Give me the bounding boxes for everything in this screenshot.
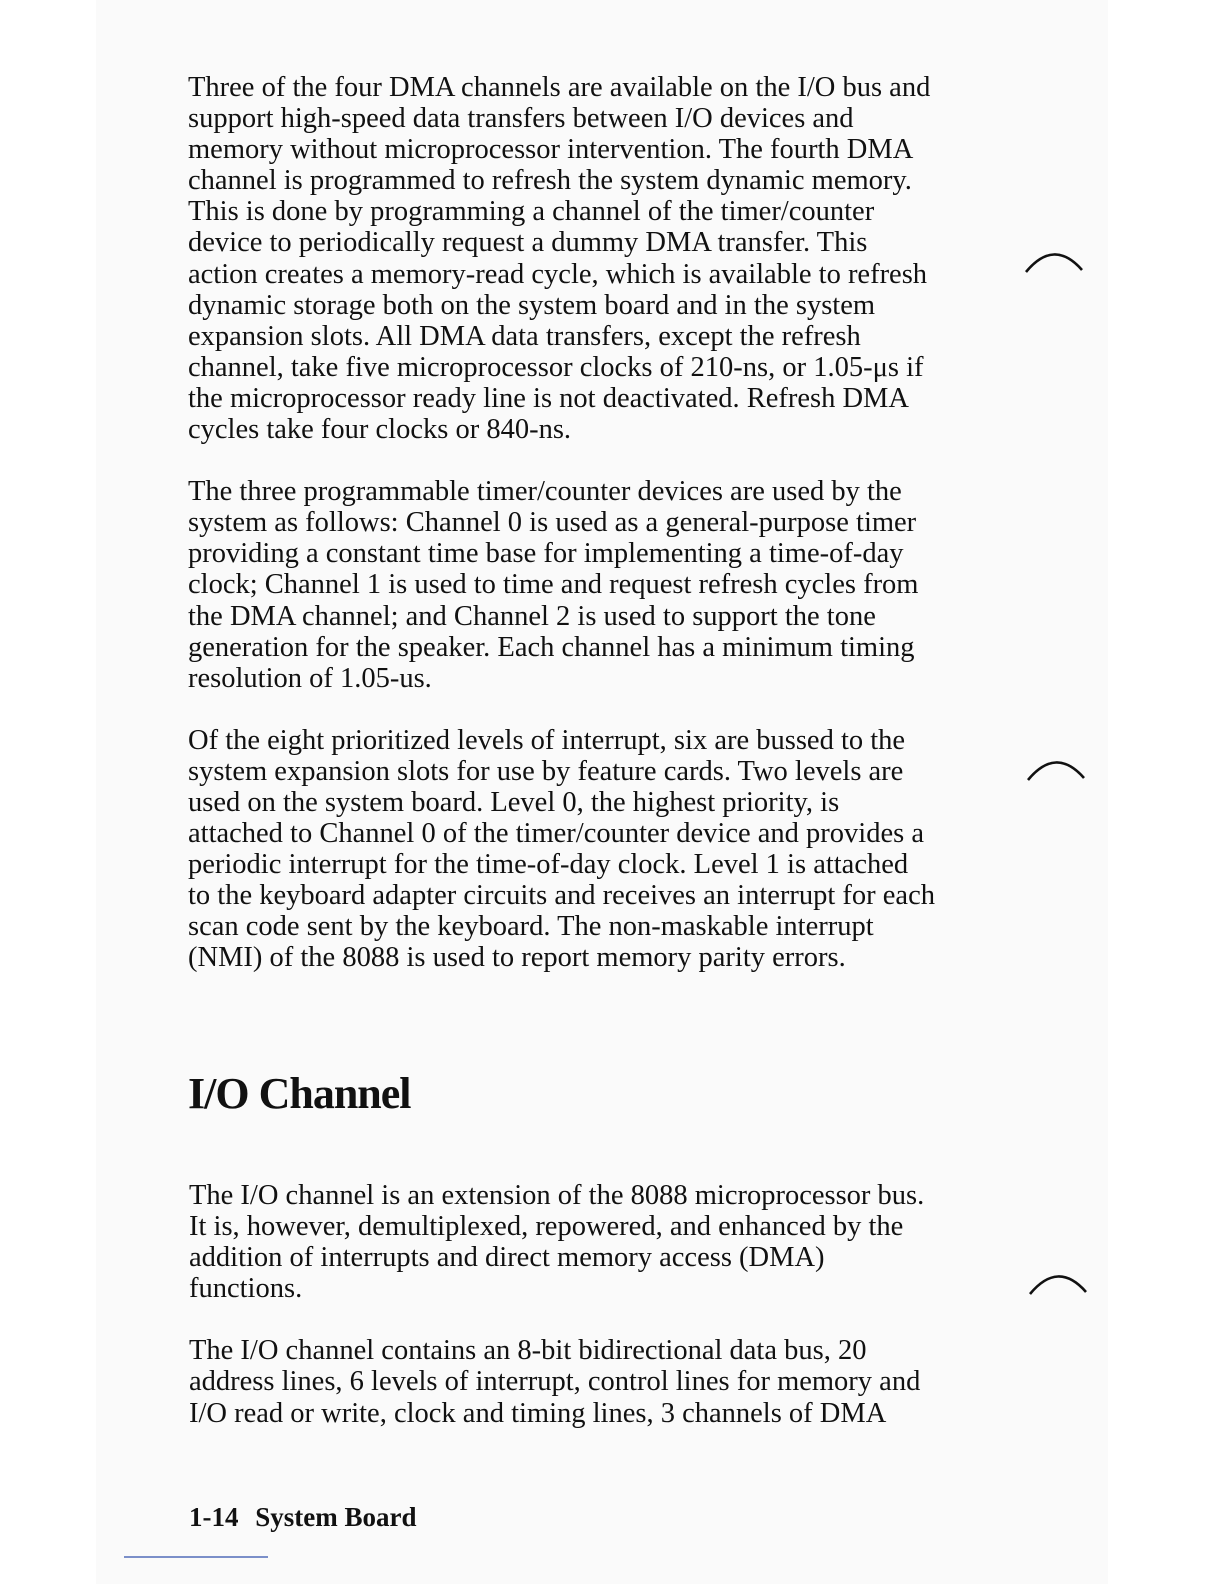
body-text-bottom (189, 1180, 1019, 1460)
section-heading: I/O Channel (188, 1069, 411, 1118)
binder-hole-arc-middle (1026, 752, 1090, 782)
paragraph-interrupts: Of the eight prioritized levels of interrupt, six are bussed to the system expansion slots for use by feature cards. Two levels are used on the system board. Level 0, the highest priority, is attached to Channel 0 of the timer/counter device and provides a periodic interrupt for the time-of-day clock. Level 1 is attached to the keyboard adapter circuits and receives an interrupt for each scan code sent by the keyboard. The non-maskable interrupt (NMI) of the 8088 is used to report memory parity errors. (188, 724, 935, 974)
paragraph-dma-channels: Three of the four DMA channels are available on the I/O bus and support high-speed data transfers between I/O devices and memory without microprocessor intervention. The fourth DMA channel is programmed to refresh the system dynamic memory. This is done by programming a channel of the timer/counter device to periodically request a dummy DMA transfer. This action creates a memory-read cycle, which is available to refresh dynamic storage both on the system board and in the system expansion slots. All DMA data transfers, except the refresh channel, take five microprocessor clocks of 210-ns, or 1.05-μs if the microprocessor ready line is not deactivated. Refresh DMA cycles take four clocks or 840-ns. (188, 72, 931, 446)
binder-hole-arc-top (1024, 244, 1088, 274)
paragraph-io-channel-contents: The I/O channel contains an 8-bit bidirectional data bus, 20 address lines, 6 levels of interrupt, control lines for memory and I/O read or write, clock and timing lines, 3 channels of DMA (189, 1335, 921, 1429)
page-footer (189, 1502, 417, 1533)
binder-hole-arc-bottom (1028, 1266, 1092, 1296)
scan-edge-line (124, 1556, 268, 1558)
page-number: 1-14 (189, 1502, 239, 1532)
paragraph-timer-counter: The three programmable timer/counter devices are used by the system as follows: Channel 0 is used as a general-purpose timer providing a constant time base for implementing a time-of-day clock; Channel 1 is used to time and request refresh cycles from the DMA channel; and Channel 2 is used to support the tone generation for the speaker. Each channel has a minimum timing resolution of 1.05-us. (188, 476, 919, 694)
paragraph-io-channel-intro: The I/O channel is an extension of the 8088 microprocessor bus. It is, however, demultiplexed, repowered, and enhanced by the addition of interrupts and direct memory access (DMA) functions. (189, 1180, 925, 1305)
body-text-top (188, 72, 1018, 1005)
footer-section-title: System Board (255, 1502, 417, 1532)
